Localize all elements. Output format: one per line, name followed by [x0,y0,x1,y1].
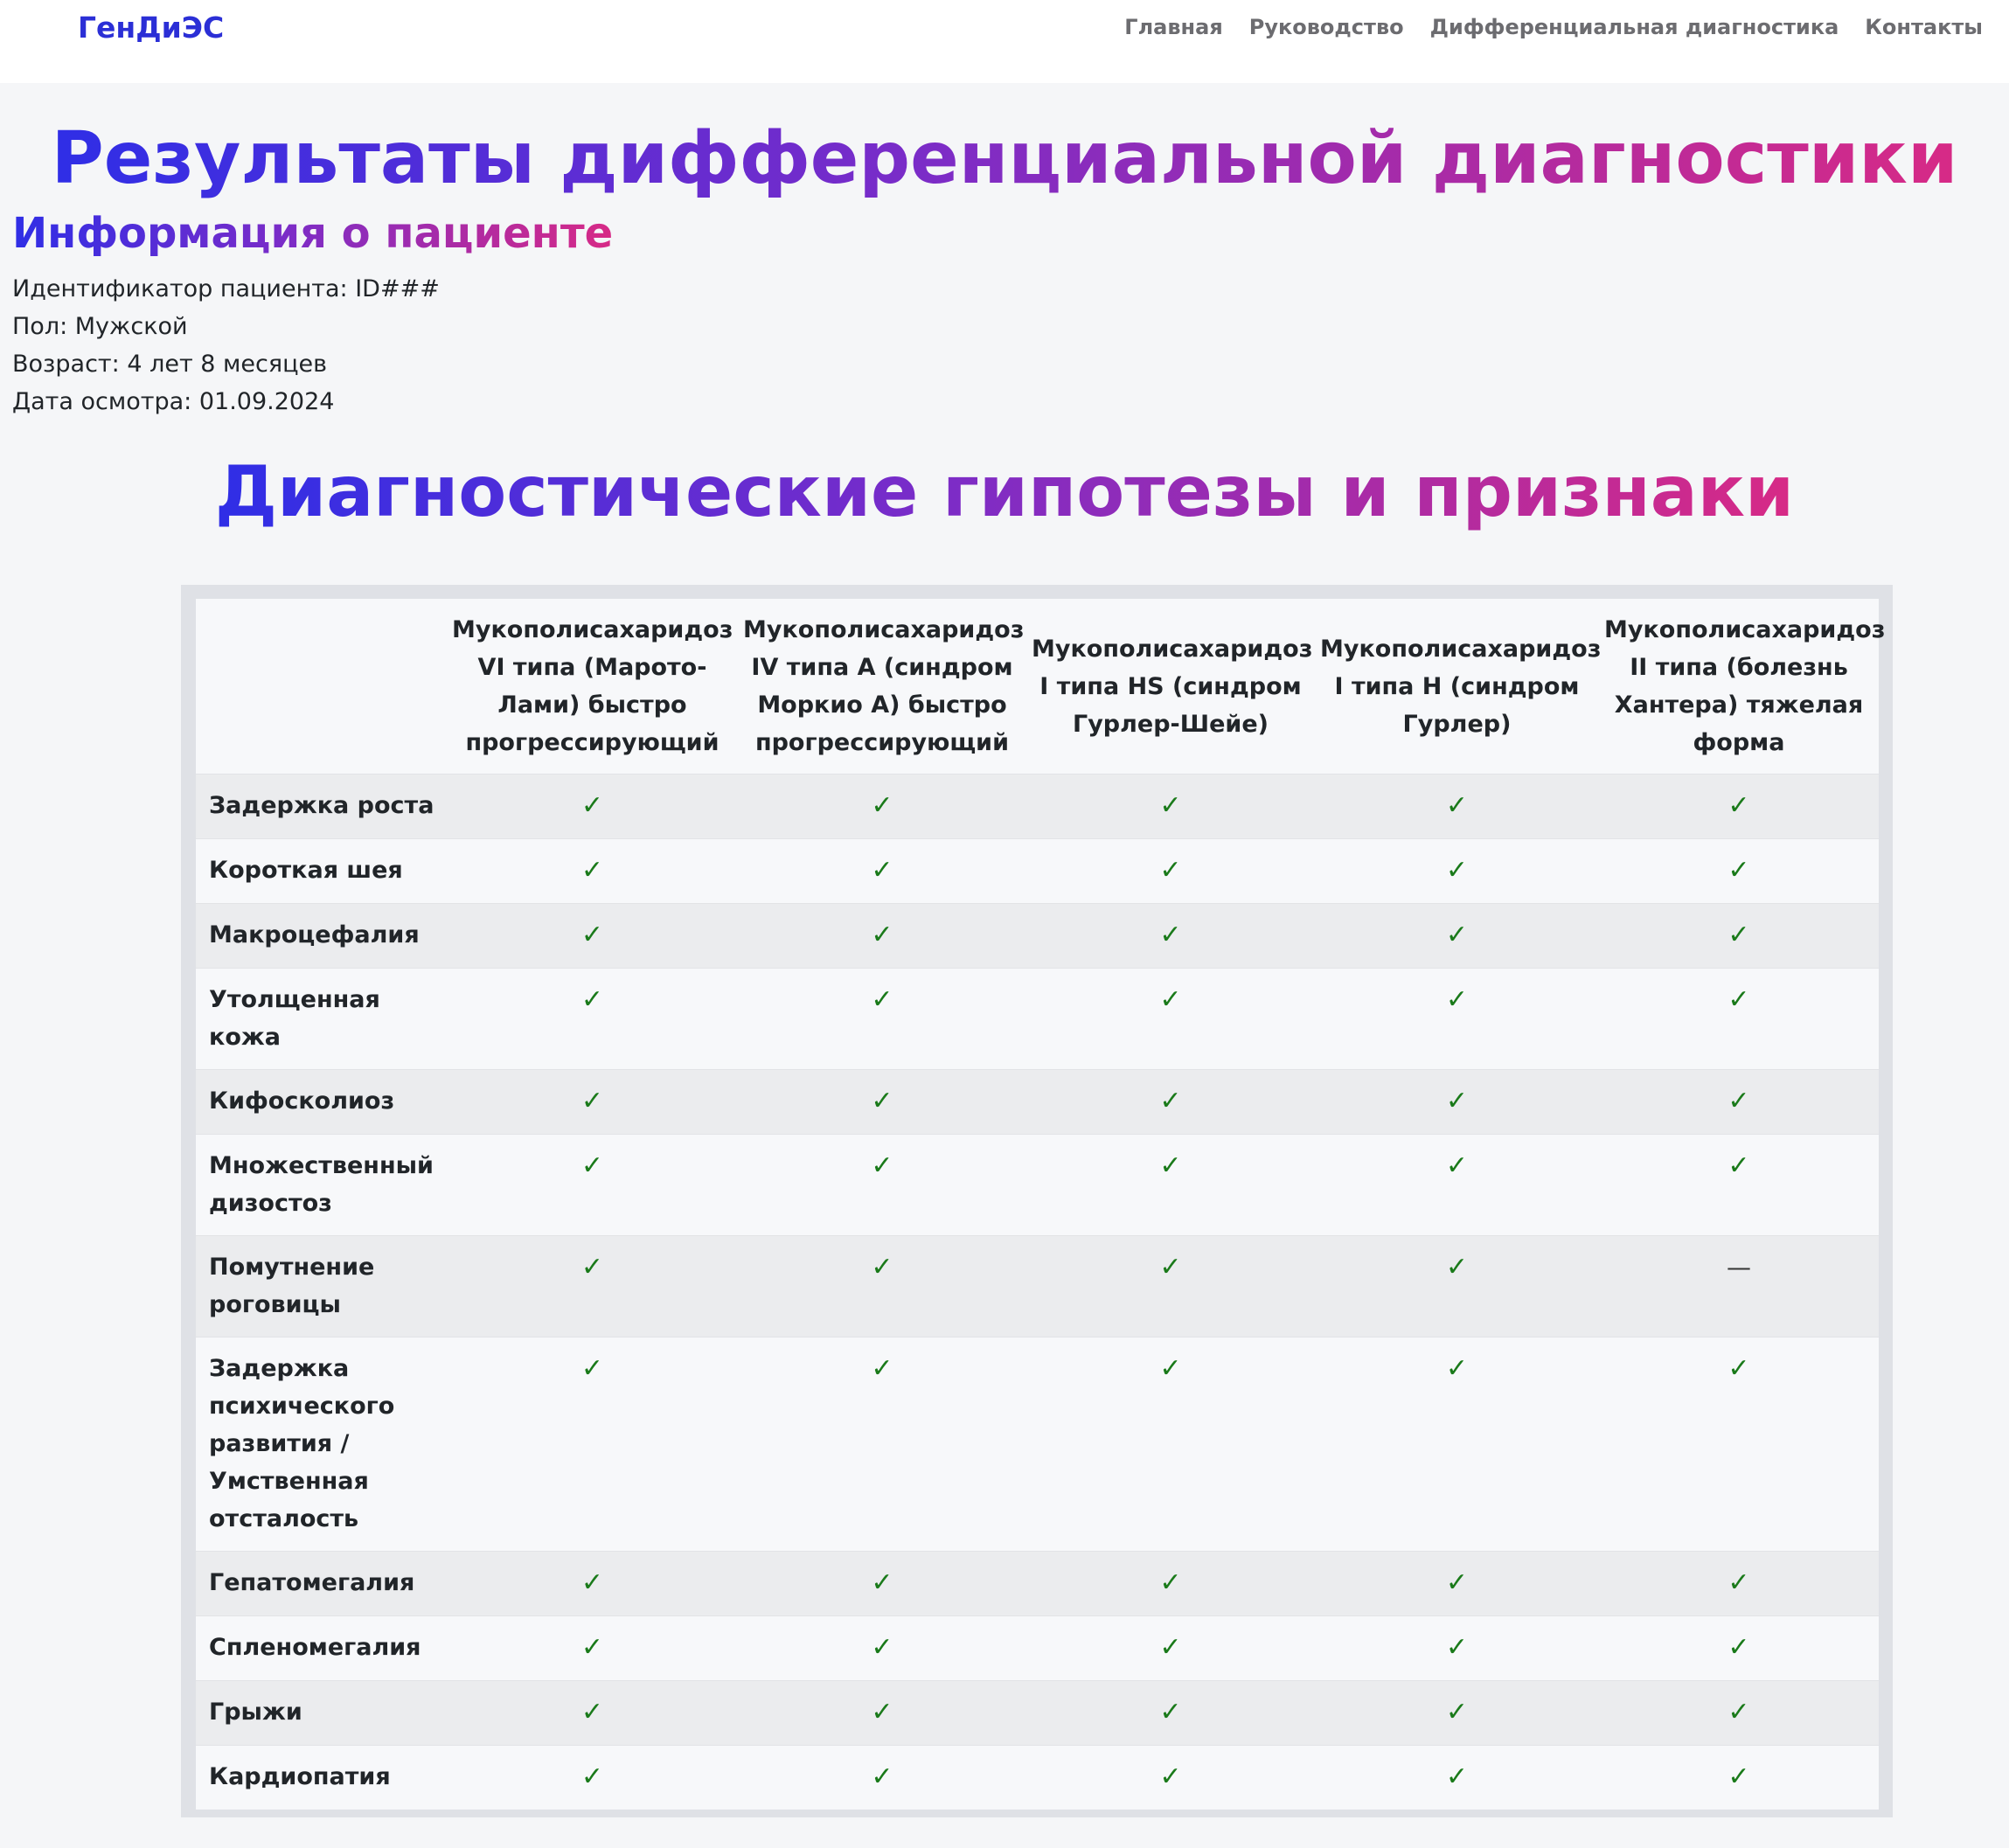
brand-logo-link[interactable]: ГенДиЭС [78,10,225,45]
checkmark-icon: ✓ [1727,1761,1750,1792]
match-cell [447,775,738,839]
checkmark-icon: ✓ [1445,1150,1469,1181]
checkmark-icon: ✓ [871,984,893,1015]
checkmark-icon: ✓ [1159,1353,1182,1384]
checkmark-icon: ✓ [580,984,604,1015]
checkmark-icon: ✓ [580,1150,604,1181]
checkmark-icon: ✓ [1445,855,1469,886]
match-cell [1599,1616,1879,1681]
checkmark-icon: ✓ [580,1632,604,1663]
match-cell [738,1746,1026,1810]
table-row [196,1236,1879,1337]
patient-sex: Пол: Мужской [12,313,188,341]
header-diagnosis: Мукополисахаридоз VI типа (Марото-Лами) быстро прогрессирующий [447,599,738,775]
match-cell [738,775,1026,839]
checkmark-icon: ✓ [580,1567,604,1598]
checkmark-icon: ✓ [1727,855,1750,886]
checkmark-icon: ✓ [1727,1353,1750,1384]
match-cell [1026,1236,1315,1337]
table-row [196,1070,1879,1135]
page-title [0,83,2009,202]
header-empty-cell [196,599,447,775]
match-cell [1315,839,1599,904]
match-cell [447,839,738,904]
match-cell [447,969,738,1070]
nav-link-guide[interactable]: Руководство [1248,15,1404,39]
checkmark-icon: ✓ [1159,790,1182,821]
match-cell [1026,1337,1315,1552]
checkmark-icon: ✓ [580,1697,604,1727]
checkmark-icon: ✓ [1727,1697,1750,1727]
match-cell [1599,1070,1879,1135]
match-cell [738,1552,1026,1616]
checkmark-icon: ✓ [1445,1632,1469,1663]
match-cell [1315,775,1599,839]
checkmark-icon: ✓ [580,1252,604,1282]
table-header-row [196,599,1879,775]
match-cell [738,1070,1026,1135]
checkmark-icon: ✓ [871,920,893,950]
checkmark-icon: ✓ [1727,1632,1750,1663]
match-cell [1599,1746,1879,1810]
match-cell [1026,904,1315,969]
table-body [196,775,1879,1810]
checkmark-icon: ✓ [1727,1086,1750,1116]
match-cell [1599,839,1879,904]
checkmark-icon: ✓ [580,1086,604,1116]
feature-cell: Утолщенная кожа [196,969,447,1070]
checkmark-icon: ✓ [1727,920,1750,950]
match-cell [1599,1552,1879,1616]
table-row [196,1135,1879,1236]
match-cell [738,969,1026,1070]
feature-cell: Короткая шея [196,839,447,904]
match-cell [1315,1135,1599,1236]
checkmark-icon: ✓ [1445,920,1469,950]
checkmark-icon: ✓ [1445,984,1469,1015]
hypotheses-title [0,420,2009,534]
checkmark-icon: ✓ [1445,1567,1469,1598]
table-row [196,839,1879,904]
match-cell [1599,1681,1879,1746]
match-cell [447,1337,738,1552]
nav-link-contacts[interactable]: Контакты [1865,15,1983,39]
nav-links [1124,15,1983,39]
match-cell [1026,775,1315,839]
match-cell [1026,839,1315,904]
feature-cell: Гепатомегалия [196,1552,447,1616]
feature-cell: Задержка психического развития / Умственная отсталость [196,1337,447,1552]
checkmark-icon: ✓ [1445,790,1469,821]
checkmark-icon: ✓ [1159,1150,1182,1181]
match-cell [1315,904,1599,969]
match-cell [1315,969,1599,1070]
match-cell [1315,1236,1599,1337]
feature-cell: Помутнение роговицы [196,1236,447,1337]
match-cell [1026,1616,1315,1681]
match-cell [1599,904,1879,969]
checkmark-icon: ✓ [871,1353,893,1384]
patient-age: Возраст: 4 лет 8 месяцев [12,351,328,379]
match-cell [1315,1337,1599,1552]
feature-cell: Задержка роста [196,775,447,839]
checkmark-icon: ✓ [871,1567,893,1598]
match-cell [1315,1746,1599,1810]
table-row [196,1337,1879,1552]
match-cell [1026,969,1315,1070]
header-diagnosis: Мукополисахаридоз I типа HS (синдром Гурлер-Шейе) [1026,599,1315,775]
checkmark-icon: ✓ [871,1252,893,1282]
hypotheses-table [196,599,1886,1810]
checkmark-icon: ✓ [1159,1761,1182,1792]
checkmark-icon: ✓ [871,1761,893,1792]
checkmark-icon: ✓ [1159,1567,1182,1598]
checkmark-icon: ✓ [1727,1567,1750,1598]
match-cell [1599,969,1879,1070]
match-cell [1315,1681,1599,1746]
feature-cell: Спленомегалия [196,1616,447,1681]
header-diagnosis: Мукополисахаридоз IV типа А (синдром Моркио А) быстро прогрессирующий [738,599,1026,775]
top-navbar [0,0,2009,83]
patient-id: Идентификатор пациента: ID### [12,275,440,303]
table-header [196,599,1886,775]
nav-link-differential-diagnosis[interactable]: Дифференциальная диагностика [1429,15,1839,39]
checkmark-icon: ✓ [1159,920,1182,950]
patient-exam-date: Дата осмотра: 01.09.2024 [12,388,335,416]
match-cell [447,1616,738,1681]
checkmark-icon: ✓ [871,790,893,821]
match-cell [1026,1552,1315,1616]
checkmark-icon: ✓ [871,1086,893,1116]
table-row [196,969,1879,1070]
page-title-text: Результаты дифференциальной диагностики [51,117,1958,200]
table-row [196,1616,1879,1681]
match-cell [1599,775,1879,839]
checkmark-icon: ✓ [580,920,604,950]
checkmark-icon: ✓ [1445,1353,1469,1384]
match-cell [738,1337,1026,1552]
patient-info-section [0,202,2009,420]
match-cell [1026,1681,1315,1746]
patient-info-lines [12,270,2009,420]
checkmark-icon: ✓ [871,1697,893,1727]
checkmark-icon: ✓ [1727,984,1750,1015]
match-cell [447,1552,738,1616]
checkmark-icon: ✓ [1445,1086,1469,1116]
header-diagnosis: Мукополисахаридоз II типа (болезнь Хантера) тяжелая форма [1599,599,1879,775]
checkmark-icon: ✓ [1159,1697,1182,1727]
feature-cell: Множественный дизостоз [196,1135,447,1236]
match-cell [447,904,738,969]
match-cell [447,1236,738,1337]
checkmark-icon: ✓ [1727,790,1750,821]
patient-info-title: Информация о пациенте [12,202,613,260]
hypotheses-title-text: Диагностические гипотезы и признаки [214,451,1795,533]
table-row [196,1681,1879,1746]
checkmark-icon: ✓ [1445,1761,1469,1792]
checkmark-icon: ✓ [871,1632,893,1663]
match-cell [738,1135,1026,1236]
match-cell [738,839,1026,904]
match-cell [738,1616,1026,1681]
match-cell [738,1236,1026,1337]
match-cell [738,904,1026,969]
match-cell [1599,1337,1879,1552]
table-row [196,1746,1879,1810]
match-cell [447,1681,738,1746]
nav-link-home[interactable]: Главная [1124,15,1223,39]
match-cell [1026,1135,1315,1236]
match-cell [1026,1070,1315,1135]
match-cell [1315,1616,1599,1681]
feature-cell: Кардиопатия [196,1746,447,1810]
checkmark-icon: ✓ [871,1150,893,1181]
hypotheses-table-container [181,585,1893,1817]
match-cell [1026,1746,1315,1810]
match-cell [1315,1070,1599,1135]
match-cell [447,1070,738,1135]
checkmark-icon: ✓ [580,855,604,886]
feature-cell: Грыжи [196,1681,447,1746]
checkmark-icon: ✓ [580,1353,604,1384]
checkmark-icon: ✓ [1727,1150,1750,1181]
feature-cell: Кифосколиоз [196,1070,447,1135]
checkmark-icon: ✓ [1159,1086,1182,1116]
table-row [196,775,1879,839]
checkmark-icon: ✓ [1159,984,1182,1015]
match-cell [447,1746,738,1810]
match-cell [1599,1135,1879,1236]
match-cell [738,1681,1026,1746]
checkmark-icon: ✓ [1159,1252,1182,1282]
match-cell [1315,1552,1599,1616]
checkmark-icon: ✓ [1159,1632,1182,1663]
checkmark-icon: ✓ [580,790,604,821]
checkmark-icon: ✓ [1445,1252,1469,1282]
checkmark-icon: ✓ [580,1761,604,1792]
match-cell [447,1135,738,1236]
checkmark-icon: ✓ [1159,855,1182,886]
table-row [196,904,1879,969]
feature-cell: Макроцефалия [196,904,447,969]
table-row [196,1552,1879,1616]
header-diagnosis: Мукополисахаридоз I типа H (синдром Гурлер) [1315,599,1599,775]
checkmark-icon: ✓ [871,855,893,886]
match-cell [1599,1236,1879,1337]
dash-icon: — [1727,1253,1751,1282]
checkmark-icon: ✓ [1445,1697,1469,1727]
